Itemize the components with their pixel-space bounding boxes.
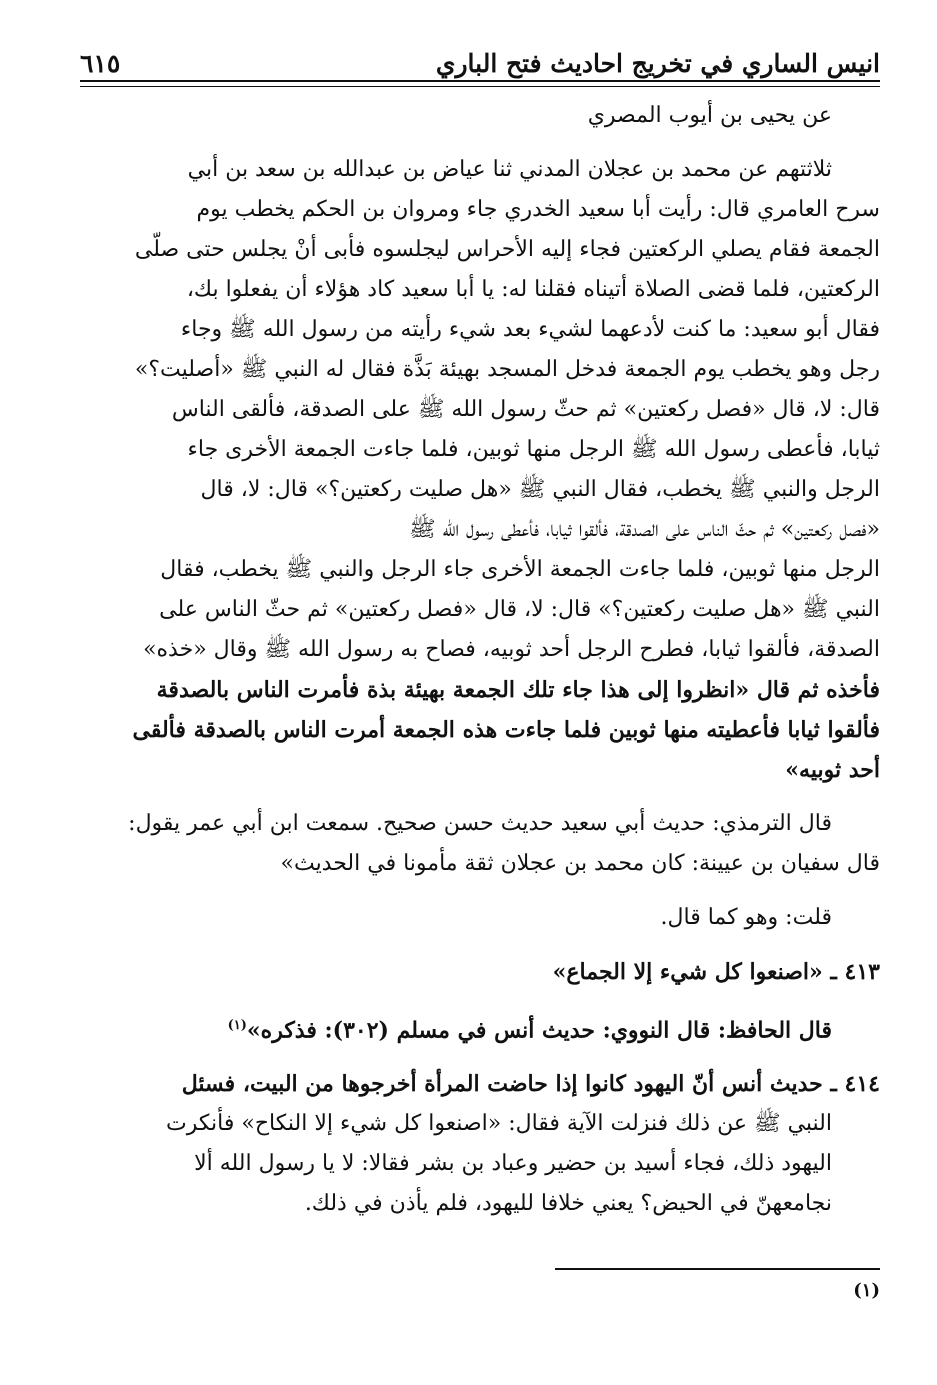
header-rule-thin	[80, 86, 880, 87]
text-line: الجمعة فقام يصلي الركعتين فجاء إليه الأحراس ليجلسوه فأبى أنْ يجلس حتى صلّى	[134, 237, 880, 262]
footnote-divider	[555, 1268, 880, 1270]
text-line: النبي ﷺ «هل صليت ركعتين؟» قال: لا، قال «فصل ركعتين» ثم حثّ الناس على	[159, 597, 880, 622]
text-line: ٤١٤ ـ حديث أنس أنّ اليهود كانوا إذا حاضت المرأة أخرجوها من البيت، فسئل	[181, 1071, 880, 1098]
text-line: أحد ثوبيه»	[785, 757, 880, 783]
text-line: اليهود ذلك، فجاء أسيد بن حضير وعباد بن بشر فقالا: لا يا رسول الله ألا	[194, 1151, 832, 1177]
text-line: قال: لا، قال «فصل ركعتين» ثم حثّ رسول الله ﷺ على الصدقة، فألقى الناس	[171, 397, 880, 422]
text-line: فأخذه ثم قال «انظروا إلى هذا جاء تلك الجمعة بهيئة بذة فأمرت الناس بالصدقة	[156, 677, 880, 703]
running-header	[80, 34, 880, 78]
text-line: نجامعهنّ في الحيض؟ يعني خلافا لليهود، فلم يأذن في ذلك.	[304, 1191, 832, 1217]
text-line: الركعتين، فلما قضى الصلاة أتيناه فقلنا له: يا أبا سعيد كاد هؤلاء أن يفعلوا بك،	[186, 277, 880, 302]
text-line: «فصل ركعتين» ثم حثّ الناس على الصدقة، فألقوا ثيابا، فأعطى رسول الله ﷺ	[409, 517, 880, 542]
text-line: الرجل والنبي ﷺ يخطب، فقال النبي ﷺ «هل صليت ركعتين؟» قال: لا، قال	[200, 477, 880, 502]
text-line: ثيابا، فأعطى رسول الله ﷺ الرجل منها ثوبين، فلما جاءت الجمعة الأخرى جاء	[187, 437, 880, 462]
text-line: فقال أبو سعيد: ما كنت لأدعهما لشيء بعد شيء رأيته من رسول الله ﷺ وجاء	[180, 317, 880, 342]
text-line: قلت: وهو كما قال.	[660, 905, 832, 930]
text-line: قال الترمذي: حديث أبي سعيد حديث حسن صحيح. سمعت ابن أبي عمر يقول:	[128, 811, 832, 836]
book-title: انيس الساري في تخريج احاديث فتح الباري	[435, 49, 880, 78]
text-line: فألقوا ثيابا فأعطيته منها ثوبين فلما جاءت هذه الجمعة أمرت الناس بالصدقة فألقى	[132, 717, 880, 743]
text-line: قال الحافظ: قال النووي: حديث أنس في مسلم (٣٠٢): فذكره»$^{(١)}$	[227, 1017, 832, 1044]
text-line: النبي ﷺ عن ذلك فنزلت الآية فقال: «اصنعوا كل شيء إلا النكاح» فأنكرت	[166, 1111, 832, 1137]
footnote: (١)	[853, 1280, 880, 1301]
text-line: سرح العامري قال: رأيت أبا سعيد الخدري جاء ومروان بن الحكم يخطب يوم	[196, 197, 880, 222]
text-line: رجل وهو يخطب يوم الجمعة فدخل المسجد بهيئة بَذَّة فقال له النبي ﷺ «أصليت؟»	[134, 357, 880, 382]
main-text	[80, 96, 880, 1224]
page-number: ٦١٥	[80, 49, 121, 78]
text-line: الرجل منها ثوبين، فلما جاءت الجمعة الأخرى جاء الرجل والنبي ﷺ يخطب، فقال	[160, 557, 880, 582]
text-line: ثلاثتهم عن محمد بن عجلان المدني ثنا عياض بن عبدالله بن سعد بن أبي	[187, 157, 832, 182]
hadith-heading-413: ٤١٣ ـ «اصنعوا كل شيء إلا الجماع»	[552, 959, 880, 985]
footnote-marker: (١)	[227, 1018, 247, 1033]
text-line: قال سفيان بن عيينة: كان محمد بن عجلان ثقة مأمونا في الحديث»	[280, 851, 880, 876]
text-line: الصدقة، فألقوا ثيابا، فطرح الرجل أحد ثوبيه، فصاح به رسول الله ﷺ وقال «خذه»	[143, 637, 880, 662]
text-line: عن يحيى بن أيوب المصري	[587, 103, 832, 128]
header-rule	[80, 80, 880, 82]
